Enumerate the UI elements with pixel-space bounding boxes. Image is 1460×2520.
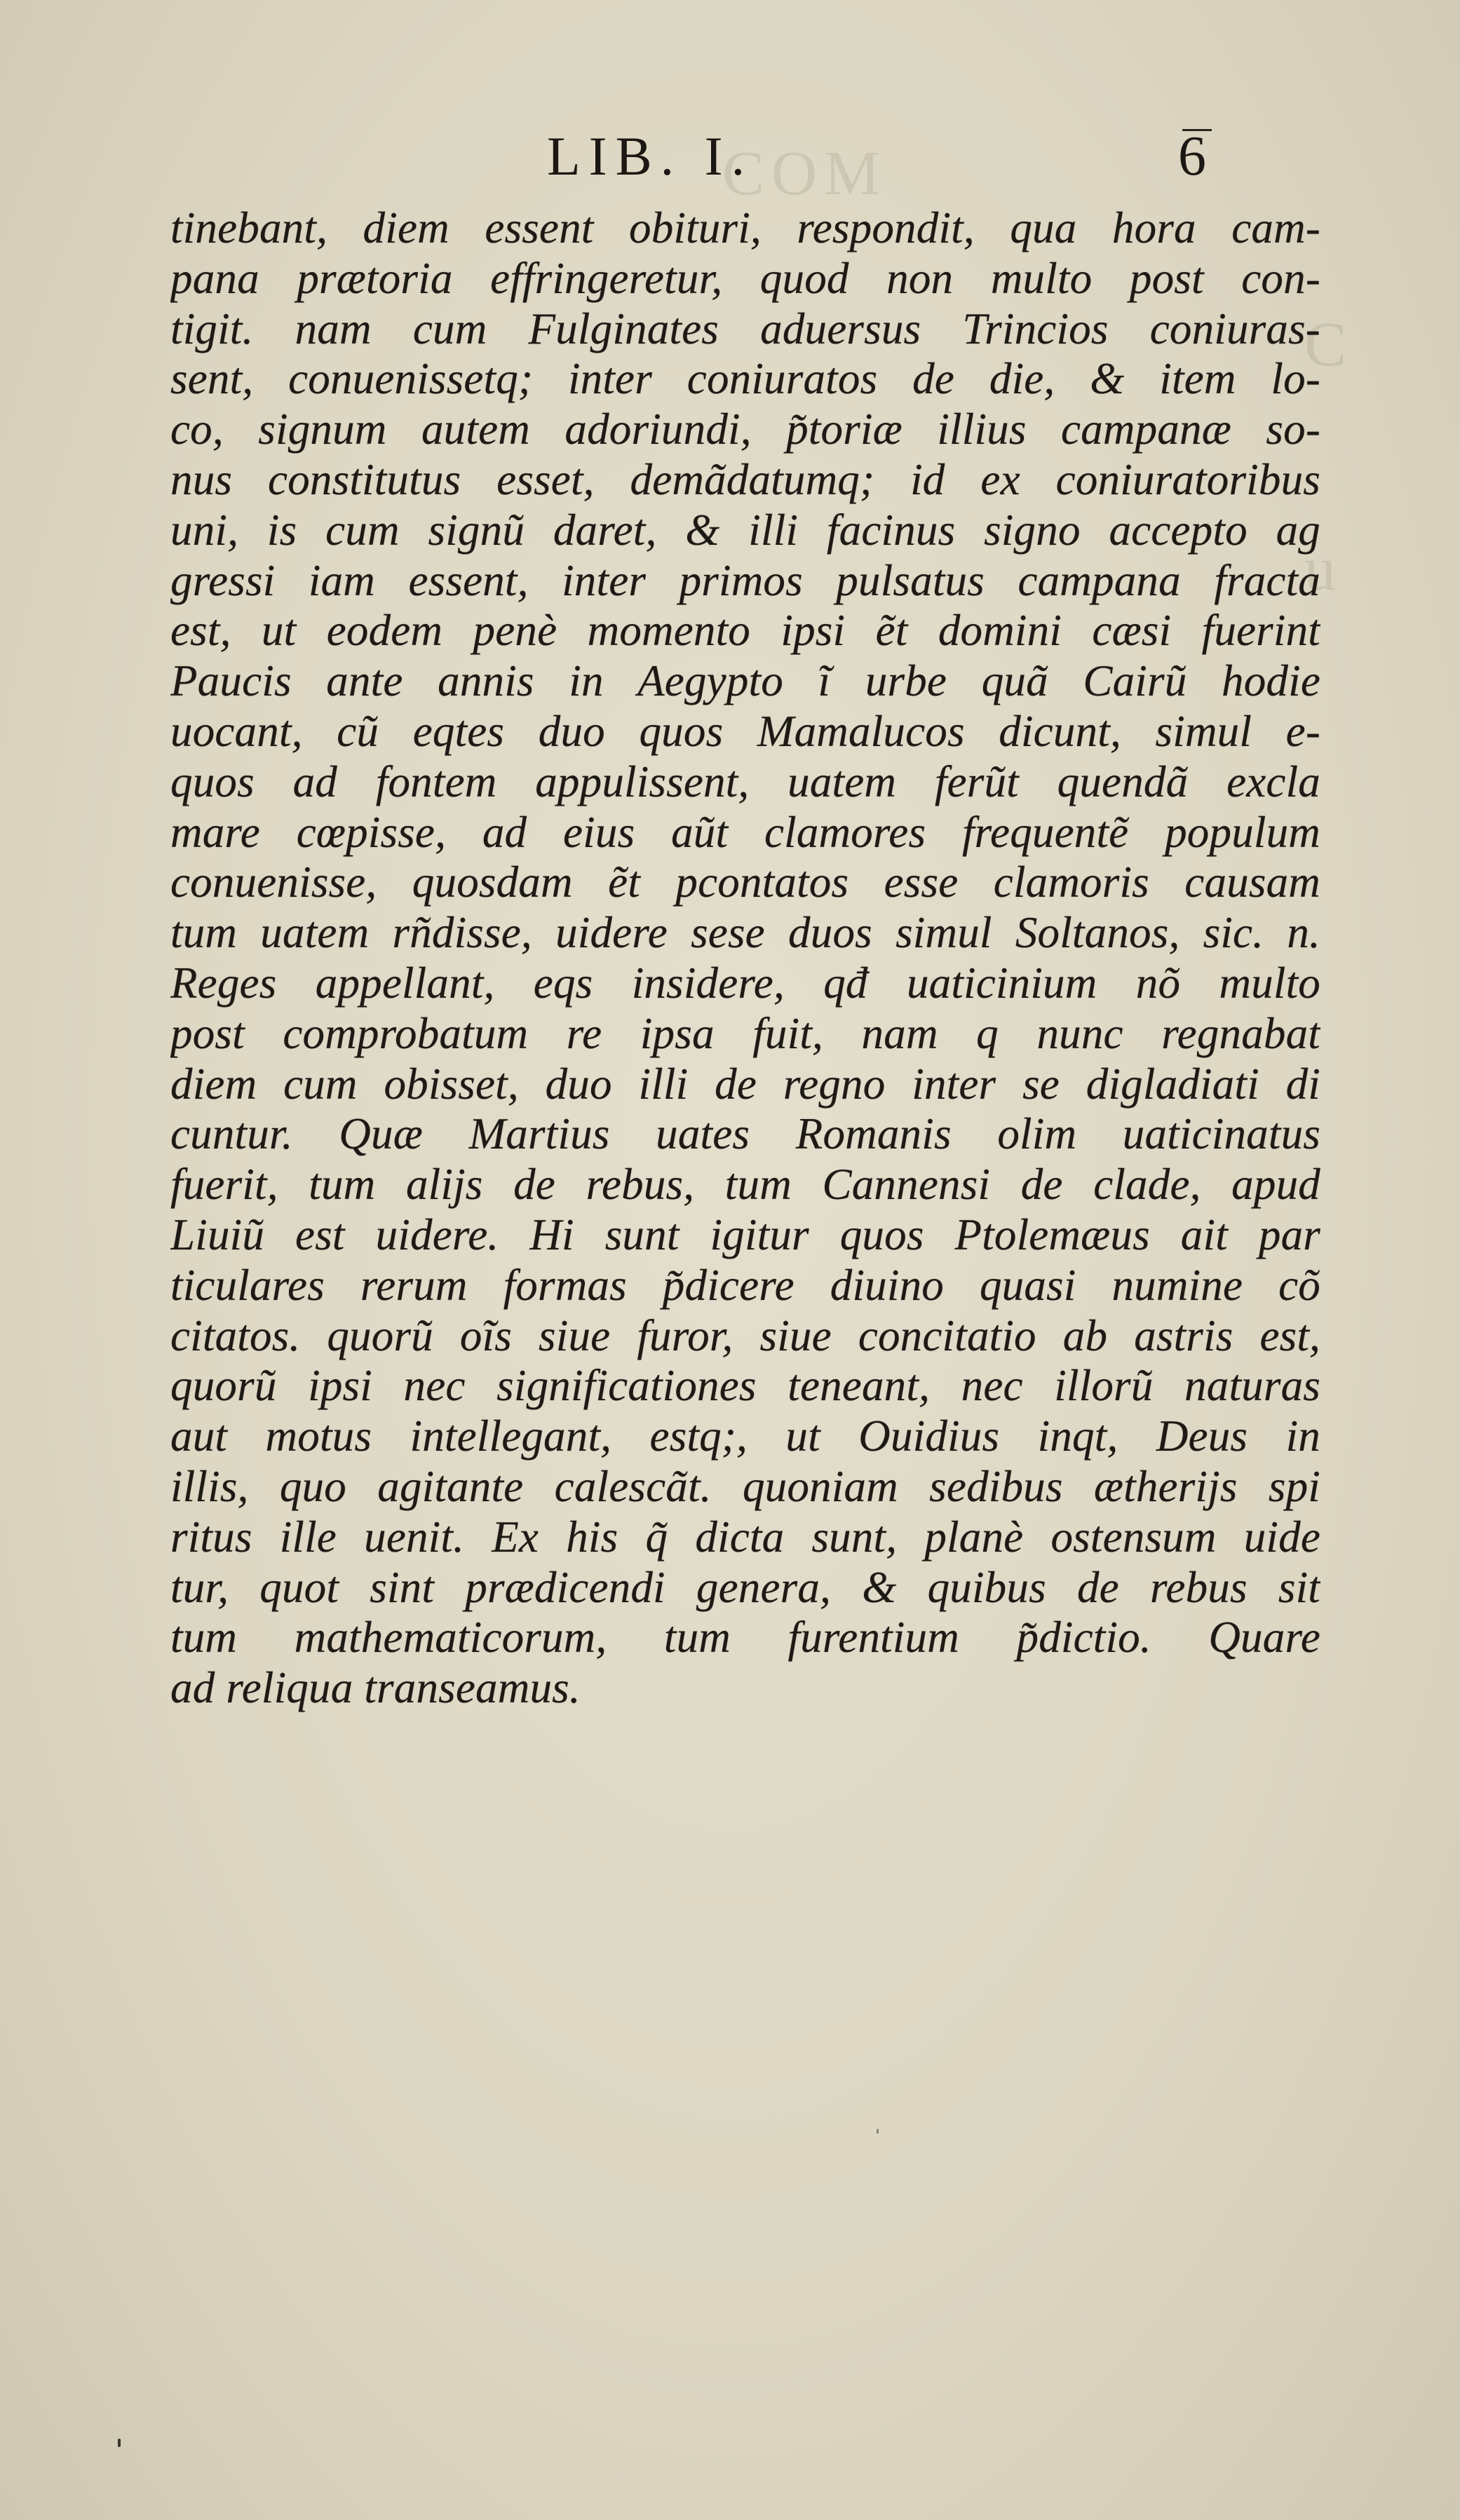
text-line: conuenisse, quosdam ẽt pcontatos esse clamoris causam xyxy=(170,858,1320,907)
text-line: ritus ille uenit. Ex his q̃ dicta sunt, planè ostensum uide xyxy=(170,1512,1320,1562)
text-line: aut motus intellegant, estq;, ut Ouidius inqt, Deus in xyxy=(170,1411,1320,1461)
text-line: Paucis ante annis in Aegypto ĩ urbe quã Cairũ hodie xyxy=(170,656,1320,706)
text-line: ad reliqua transeamus. xyxy=(170,1663,581,1713)
text-line: Liuiũ est uidere. Hi sunt igitur quos Ptolemæus ait par xyxy=(170,1210,1320,1259)
text-line: quos ad fontem appulissent, uatem ferũt quendã excla xyxy=(170,757,1320,806)
paper-speck xyxy=(118,2439,121,2447)
text-line: tum mathematicorum, tum furentium p̃dictio. Quare xyxy=(170,1613,1320,1662)
text-line: quorũ ipsi nec significationes teneant, nec illorũ naturas xyxy=(170,1361,1320,1411)
text-line: diem cum obisset, duo illi de regno inter se digladiati di xyxy=(170,1059,1320,1109)
text-line: tigit. nam cum Fulginates aduersus Trincios coniuras- xyxy=(170,304,1320,353)
text-line: tum uatem rñdisse, uidere sese duos simul Soltanos, sic. n. xyxy=(170,908,1320,958)
text-line: pana prætoria effringeretur, quod non multo post con- xyxy=(170,253,1320,303)
show-through-text: COM xyxy=(722,139,888,208)
text-line: illis, quo agitante calescãt. quoniam sedibus ætherijs spi xyxy=(170,1461,1320,1511)
text-line: tinebant, diem essent obituri, respondit, qua hora cam- xyxy=(170,203,1320,252)
text-line: cuntur. Quæ Martius uates Romanis olim uaticinatus xyxy=(170,1109,1320,1159)
text-line: uocant, cũ eqtes duo quos Mamalucos dicunt, simul e- xyxy=(170,706,1320,756)
text-line: tur, quot sint prædicendi genera, & quibus de rebus sit xyxy=(170,1562,1320,1612)
text-line: gressi iam essent, inter primos pulsatus campana fracta xyxy=(170,555,1320,605)
text-line: co, signum autem adoriundi, p̃toriæ illius campanæ so- xyxy=(170,405,1320,454)
page-number: 6 xyxy=(1178,126,1206,187)
paper-speck xyxy=(877,2129,879,2134)
text-line: fuerit, tum alijs de rebus, tum Cannensi de clade, apud xyxy=(170,1160,1320,1210)
show-through-text: C xyxy=(1304,310,1354,379)
text-line: mare cœpisse, ad eius aũt clamores frequentẽ populum xyxy=(170,807,1320,857)
text-line: nus constitutus esset, demãdatumq; id ex coniuratoribus xyxy=(170,454,1320,504)
text-line: Reges appellant, eqs insidere, qđ uaticinium nõ multo xyxy=(170,958,1320,1008)
page-header xyxy=(0,125,1460,202)
text-line: ticulares rerum formas p̃dicere diuino quasi numine cõ xyxy=(170,1260,1320,1310)
body-text xyxy=(170,203,1320,1714)
text-line: sent, conuenissetq; inter coniuratos de die, & item lo- xyxy=(170,354,1320,404)
text-line: citatos. quorũ oĩs siue furor, siue concitatio ab astris est, xyxy=(170,1310,1320,1360)
show-through-text: u xyxy=(1304,534,1343,604)
text-line: uni, is cum signũ daret, & illi facinus signo accepto ag xyxy=(170,505,1320,555)
text-line: post comprobatum re ipsa fuit, nam q nunc regnabat xyxy=(170,1008,1320,1058)
running-head: LIB. I. xyxy=(547,126,754,187)
text-line: est, ut eodem penè momento ipsi ẽt domini cæsi fuerint xyxy=(170,606,1320,656)
